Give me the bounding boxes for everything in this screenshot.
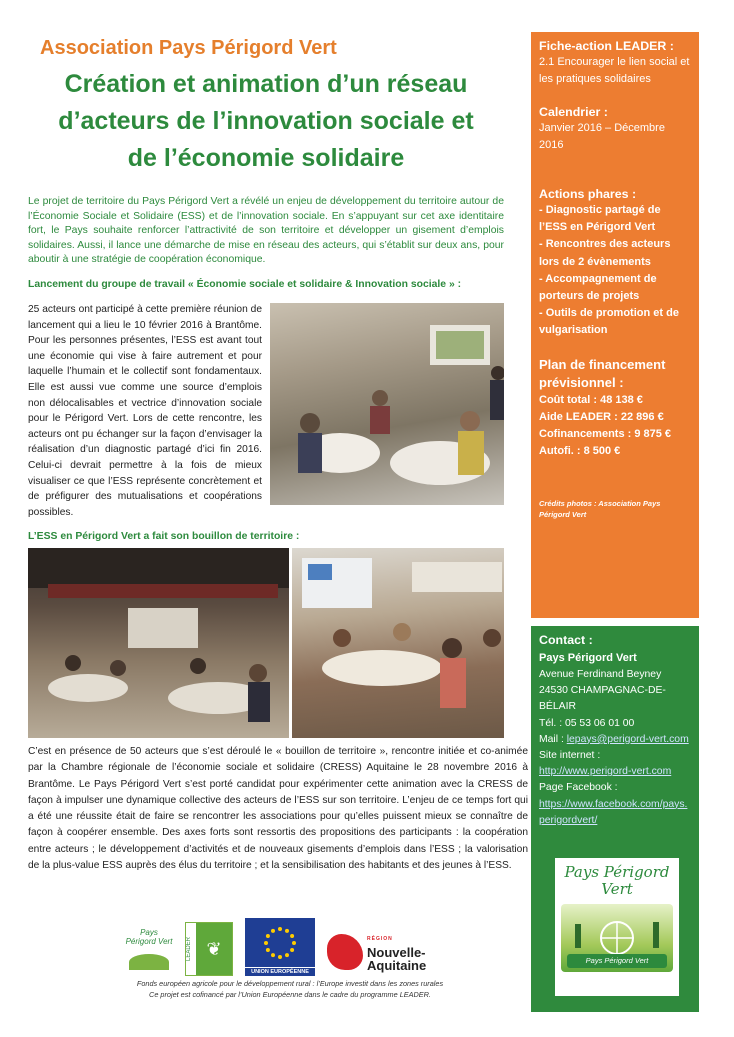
organization-name: Association Pays Périgord Vert xyxy=(40,37,337,59)
eu-stars-icon xyxy=(257,923,303,963)
contact-address: Avenue Ferdinand Beyney xyxy=(539,669,662,680)
meeting-photo-graphic xyxy=(270,303,504,505)
section1-heading: Lancement du groupe de travail « Économie sociale et solidaire & Innovation sociale » : xyxy=(28,278,462,290)
site-label: Site internet : xyxy=(539,750,601,762)
leaf-icon: ❦ xyxy=(196,923,232,975)
photo-credits: Crédits photos : Association Pays Périgord Vert xyxy=(539,499,661,520)
contact-phone: Tél. : 05 53 06 01 00 xyxy=(539,717,635,729)
title-line: de l’économie solidaire xyxy=(127,144,405,172)
title-line: Création et animation d’un réseau xyxy=(64,70,468,98)
action-item: - Accompagnement de porteurs de projets xyxy=(539,272,657,303)
lion-icon xyxy=(327,934,363,970)
workshop-photo xyxy=(292,548,504,738)
pays-perigord-vert-big-logo: Pays Périgord Vert Pays Périgord Vert xyxy=(555,858,679,996)
landscape-icon: Pays Périgord Vert xyxy=(561,904,673,972)
action-item: - Outils de promotion et de vulgarisation xyxy=(539,307,679,337)
facebook-label: Page Facebook : xyxy=(539,782,618,794)
financing-item: Cofinancements : 9 875 € xyxy=(539,428,672,441)
partner-logos xyxy=(125,918,445,976)
contact-address: 24530 CHAMPAGNAC-DE-BÉLAIR xyxy=(539,685,666,713)
nouvelle-aquitaine-logo: RÉGION Nouvelle- Aquitaine xyxy=(327,928,445,976)
section1-row xyxy=(28,302,504,520)
leader-logo: LEADER ❦ xyxy=(185,922,233,976)
calendar-value: Janvier 2016 – Décembre 2016 xyxy=(539,122,665,151)
hall-photo xyxy=(28,548,289,738)
fiche-value: 2.1 Encourager le lien social et les pratiques solidaires xyxy=(539,56,690,85)
main-column xyxy=(28,36,528,874)
contact-label: Contact : xyxy=(539,633,593,647)
contact-org: Pays Périgord Vert xyxy=(539,652,637,664)
eu-flag-logo: UNION EUROPÉENNE xyxy=(245,918,315,976)
info-sidebar xyxy=(531,32,699,618)
title-line: d’acteurs de l’innovation sociale et xyxy=(58,107,474,135)
calendar-label: Calendrier : xyxy=(539,105,608,119)
actions-label: Actions phares : xyxy=(539,187,637,201)
financing-item: Coût total : 48 138 € xyxy=(539,393,643,406)
section2-heading: L’ESS en Périgord Vert a fait son bouillon de territoire : xyxy=(28,531,300,543)
intro-paragraph: Le projet de territoire du Pays Périgord Vert a révélé un enjeu de développement du territoire autour de l’Économie Sociale et Solidaire (ESS) et de l’innovation sociale. En s’appuyant sur cet axe identitaire fort, le Pays souhaite renforcer l’attractivité de son territoire et développer un gisement d’emplois solidaires. Aussi, il lance une démarche de mise en réseau des acteurs, qui s’établit sur deux ans, pour aboutir à une stratégie de coopération économique. xyxy=(28,196,504,266)
website-link[interactable]: http://www.perigord-vert.com xyxy=(539,766,672,778)
facebook-link[interactable]: https://www.facebook.com/pays.perigordvert/ xyxy=(539,798,688,826)
action-item: - Rencontres des acteurs lors de 2 évènements xyxy=(539,238,671,268)
action-item: - Diagnostic partagé de l’ESS en Périgord Vert xyxy=(539,204,661,234)
financing-label: Plan de financement prévisionnel : xyxy=(539,356,666,390)
footer-text: Fonds européen agricole pour le développement rural : l’Europe investit dans les zones rurales Ce projet est cofinancé par l’Union Européenne dans le cadre du programme LEADER. xyxy=(136,979,444,999)
hall-photo-graphic xyxy=(28,548,289,738)
page-title xyxy=(28,66,504,177)
mail-link[interactable]: lepays@perigord-vert.com xyxy=(566,733,689,745)
mail-label: Mail : xyxy=(539,733,567,745)
contact-box xyxy=(531,626,699,1012)
pays-perigord-vert-logo: Pays Périgord Vert xyxy=(125,928,173,976)
meeting-photo xyxy=(270,303,504,505)
financing-item: Autofi. : 8 500 € xyxy=(539,445,621,458)
section1-text: 25 acteurs ont participé à cette première réunion de lancement qui a lieu le 10 février 2016 à Brantôme. Pour les personnes présentes, l’ESS est avant tout une économie qui vise à faire autrement et pour laquelle l’humain et le collectif sont fondamentaux. Elle est aussi vue comme une source d’emplois non délocalisables et vectrice d’innovation sociale pour le Périgord Vert. Lors de cette rencontre, les acteurs ont pu échanger sur la façon d’envisager la réalisation d’un diagnostic partagé d’ici fin 2016. Celui-ci devrait permettre à la fois de mieux visualiser ce que l’ESS représente concrètement et de préfigurer des mutualisations et coopérations possibles. xyxy=(28,303,262,518)
workshop-photo-graphic xyxy=(292,548,504,738)
photo-row xyxy=(28,548,504,738)
section2-text: C’est en présence de 50 acteurs que s’est déroulé le « bouillon de territoire », rencontre initiée et co-animée par la Chambre régionale de l’économie sociale et solidaire (CRESS) Aquitaine le 28 novembre 2016 à Brantôme. Le Pays Périgord Vert s’est porté candidat pour expérimenter cette animation avec la CRESS de façon à impulser une dynamique collective des acteurs de l’ESS sur son territoire. L’enjeu de ce temps fort qui a été une réussite était de faire se rencontrer les associations pour qu’elles puissent mieux se connaître de façon à coopérer ensemble. Des axes forts sont ressortis des propositions des participants : la coopération entre acteurs ; le développement d’activités et de nouveaux gisements d’emplois dans l’ESS ; la valorisation de la plus-value ESS auprès des élus du territoire ; et la sensibilisation des habitants et des jeunes à l’ESS. xyxy=(28,746,528,871)
fiche-label: Fiche-action LEADER : xyxy=(539,39,674,53)
financing-item: Aide LEADER : 22 896 € xyxy=(539,410,664,423)
